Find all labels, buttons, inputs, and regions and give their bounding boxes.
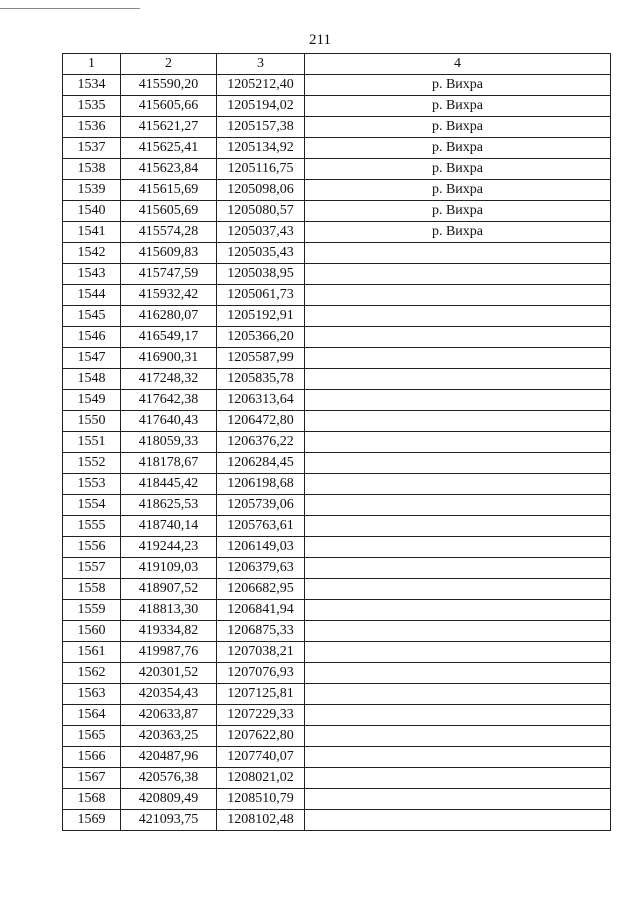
point-number-cell: 1551: [63, 432, 121, 453]
column-header-3: 3: [217, 54, 305, 75]
description-cell: [305, 579, 611, 600]
point-number-cell: 1546: [63, 327, 121, 348]
description-cell: [305, 243, 611, 264]
x-coordinate-cell: 418059,33: [121, 432, 217, 453]
point-number-cell: 1552: [63, 453, 121, 474]
table-header-row: [63, 54, 611, 75]
description-cell: [305, 432, 611, 453]
x-coordinate-cell: 421093,75: [121, 810, 217, 831]
table-row: [63, 642, 611, 663]
point-number-cell: 1540: [63, 201, 121, 222]
x-coordinate-cell: 420301,52: [121, 663, 217, 684]
x-coordinate-cell: 420487,96: [121, 747, 217, 768]
description-cell: р. Вихра: [305, 159, 611, 180]
y-coordinate-cell: 1207125,81: [217, 684, 305, 705]
point-number-cell: 1550: [63, 411, 121, 432]
table-row: [63, 222, 611, 243]
point-number-cell: 1538: [63, 159, 121, 180]
y-coordinate-cell: 1206376,22: [217, 432, 305, 453]
table-row: [63, 495, 611, 516]
y-coordinate-cell: 1206313,64: [217, 390, 305, 411]
point-number-cell: 1543: [63, 264, 121, 285]
y-coordinate-cell: 1208021,02: [217, 768, 305, 789]
point-number-cell: 1549: [63, 390, 121, 411]
x-coordinate-cell: 419244,23: [121, 537, 217, 558]
y-coordinate-cell: 1205366,20: [217, 327, 305, 348]
description-cell: [305, 348, 611, 369]
point-number-cell: 1542: [63, 243, 121, 264]
point-number-cell: 1568: [63, 789, 121, 810]
point-number-cell: 1562: [63, 663, 121, 684]
table-row: [63, 432, 611, 453]
y-coordinate-cell: 1205037,43: [217, 222, 305, 243]
point-number-cell: 1561: [63, 642, 121, 663]
description-cell: р. Вихра: [305, 96, 611, 117]
y-coordinate-cell: 1208102,48: [217, 810, 305, 831]
y-coordinate-cell: 1205157,38: [217, 117, 305, 138]
x-coordinate-cell: 418907,52: [121, 579, 217, 600]
column-header-1: 1: [63, 54, 121, 75]
point-number-cell: 1548: [63, 369, 121, 390]
x-coordinate-cell: 418740,14: [121, 516, 217, 537]
point-number-cell: 1569: [63, 810, 121, 831]
y-coordinate-cell: 1205038,95: [217, 264, 305, 285]
point-number-cell: 1567: [63, 768, 121, 789]
description-cell: [305, 558, 611, 579]
x-coordinate-cell: 417248,32: [121, 369, 217, 390]
description-cell: р. Вихра: [305, 117, 611, 138]
description-cell: [305, 600, 611, 621]
x-coordinate-cell: 417642,38: [121, 390, 217, 411]
column-header-2: 2: [121, 54, 217, 75]
description-cell: р. Вихра: [305, 201, 611, 222]
x-coordinate-cell: 415621,27: [121, 117, 217, 138]
y-coordinate-cell: 1205194,02: [217, 96, 305, 117]
y-coordinate-cell: 1207229,33: [217, 705, 305, 726]
table-row: [63, 810, 611, 831]
table-row: [63, 180, 611, 201]
table-row: [63, 285, 611, 306]
y-coordinate-cell: 1205763,61: [217, 516, 305, 537]
table-row: [63, 789, 611, 810]
table-row: [63, 411, 611, 432]
table-row: [63, 600, 611, 621]
point-number-cell: 1539: [63, 180, 121, 201]
x-coordinate-cell: 415615,69: [121, 180, 217, 201]
x-coordinate-cell: 420633,87: [121, 705, 217, 726]
description-cell: [305, 789, 611, 810]
description-cell: р. Вихра: [305, 138, 611, 159]
y-coordinate-cell: 1205835,78: [217, 369, 305, 390]
table-row: [63, 96, 611, 117]
point-number-cell: 1545: [63, 306, 121, 327]
point-number-cell: 1535: [63, 96, 121, 117]
description-cell: [305, 264, 611, 285]
column-header-4: 4: [305, 54, 611, 75]
x-coordinate-cell: 415605,69: [121, 201, 217, 222]
description-cell: р. Вихра: [305, 222, 611, 243]
description-cell: [305, 663, 611, 684]
point-number-cell: 1563: [63, 684, 121, 705]
point-number-cell: 1557: [63, 558, 121, 579]
description-cell: [305, 537, 611, 558]
x-coordinate-cell: 415625,41: [121, 138, 217, 159]
x-coordinate-cell: 415623,84: [121, 159, 217, 180]
description-cell: [305, 810, 611, 831]
y-coordinate-cell: 1205134,92: [217, 138, 305, 159]
table-row: [63, 558, 611, 579]
description-cell: р. Вихра: [305, 75, 611, 96]
y-coordinate-cell: 1205061,73: [217, 285, 305, 306]
point-number-cell: 1541: [63, 222, 121, 243]
x-coordinate-cell: 415590,20: [121, 75, 217, 96]
point-number-cell: 1537: [63, 138, 121, 159]
point-number-cell: 1558: [63, 579, 121, 600]
table-row: [63, 75, 611, 96]
table-row: [63, 705, 611, 726]
y-coordinate-cell: 1206875,33: [217, 621, 305, 642]
table-row: [63, 663, 611, 684]
table-row: [63, 516, 611, 537]
description-cell: [305, 369, 611, 390]
table-row: [63, 159, 611, 180]
y-coordinate-cell: 1207076,93: [217, 663, 305, 684]
description-cell: [305, 705, 611, 726]
y-coordinate-cell: 1206149,03: [217, 537, 305, 558]
x-coordinate-cell: 419987,76: [121, 642, 217, 663]
point-number-cell: 1544: [63, 285, 121, 306]
point-number-cell: 1555: [63, 516, 121, 537]
y-coordinate-cell: 1206472,80: [217, 411, 305, 432]
description-cell: [305, 642, 611, 663]
point-number-cell: 1566: [63, 747, 121, 768]
description-cell: [305, 768, 611, 789]
y-coordinate-cell: 1206841,94: [217, 600, 305, 621]
x-coordinate-cell: 418445,42: [121, 474, 217, 495]
description-cell: [305, 747, 611, 768]
table-row: [63, 453, 611, 474]
x-coordinate-cell: 419334,82: [121, 621, 217, 642]
description-cell: [305, 411, 611, 432]
point-number-cell: 1534: [63, 75, 121, 96]
y-coordinate-cell: 1206379,63: [217, 558, 305, 579]
x-coordinate-cell: 417640,43: [121, 411, 217, 432]
description-cell: р. Вихра: [305, 180, 611, 201]
y-coordinate-cell: 1206284,45: [217, 453, 305, 474]
x-coordinate-cell: 415932,42: [121, 285, 217, 306]
table-row: [63, 726, 611, 747]
description-cell: [305, 306, 611, 327]
table-row: [63, 747, 611, 768]
table-row: [63, 348, 611, 369]
point-number-cell: 1556: [63, 537, 121, 558]
x-coordinate-cell: 415609,83: [121, 243, 217, 264]
table-row: [63, 621, 611, 642]
y-coordinate-cell: 1208510,79: [217, 789, 305, 810]
x-coordinate-cell: 415574,28: [121, 222, 217, 243]
description-cell: [305, 516, 611, 537]
x-coordinate-cell: 420809,49: [121, 789, 217, 810]
x-coordinate-cell: 418178,67: [121, 453, 217, 474]
x-coordinate-cell: 419109,03: [121, 558, 217, 579]
y-coordinate-cell: 1207622,80: [217, 726, 305, 747]
y-coordinate-cell: 1205212,40: [217, 75, 305, 96]
description-cell: [305, 726, 611, 747]
y-coordinate-cell: 1205739,06: [217, 495, 305, 516]
table-row: [63, 306, 611, 327]
y-coordinate-cell: 1206682,95: [217, 579, 305, 600]
x-coordinate-cell: 415747,59: [121, 264, 217, 285]
description-cell: [305, 390, 611, 411]
table-row: [63, 579, 611, 600]
table-row: [63, 117, 611, 138]
description-cell: [305, 285, 611, 306]
x-coordinate-cell: 418813,30: [121, 600, 217, 621]
point-number-cell: 1553: [63, 474, 121, 495]
point-number-cell: 1536: [63, 117, 121, 138]
point-number-cell: 1559: [63, 600, 121, 621]
x-coordinate-cell: 420576,38: [121, 768, 217, 789]
x-coordinate-cell: 416900,31: [121, 348, 217, 369]
point-number-cell: 1560: [63, 621, 121, 642]
y-coordinate-cell: 1205116,75: [217, 159, 305, 180]
table-row: [63, 264, 611, 285]
description-cell: [305, 621, 611, 642]
table-body: [63, 75, 611, 831]
description-cell: [305, 453, 611, 474]
y-coordinate-cell: 1207740,07: [217, 747, 305, 768]
x-coordinate-cell: 418625,53: [121, 495, 217, 516]
table-row: [63, 474, 611, 495]
table-row: [63, 684, 611, 705]
table-row: [63, 243, 611, 264]
table-row: [63, 369, 611, 390]
table-row: [63, 138, 611, 159]
x-coordinate-cell: 416280,07: [121, 306, 217, 327]
description-cell: [305, 684, 611, 705]
description-cell: [305, 495, 611, 516]
y-coordinate-cell: 1205098,06: [217, 180, 305, 201]
x-coordinate-cell: 420363,25: [121, 726, 217, 747]
point-number-cell: 1564: [63, 705, 121, 726]
scan-artifact-line: [0, 8, 140, 9]
table-row: [63, 201, 611, 222]
table-row: [63, 768, 611, 789]
y-coordinate-cell: 1205192,91: [217, 306, 305, 327]
y-coordinate-cell: 1205587,99: [217, 348, 305, 369]
point-number-cell: 1565: [63, 726, 121, 747]
x-coordinate-cell: 415605,66: [121, 96, 217, 117]
description-cell: [305, 327, 611, 348]
y-coordinate-cell: 1207038,21: [217, 642, 305, 663]
point-number-cell: 1554: [63, 495, 121, 516]
table-row: [63, 390, 611, 411]
description-cell: [305, 474, 611, 495]
x-coordinate-cell: 420354,43: [121, 684, 217, 705]
page-number: 211: [309, 32, 331, 48]
y-coordinate-cell: 1206198,68: [217, 474, 305, 495]
table-row: [63, 537, 611, 558]
x-coordinate-cell: 416549,17: [121, 327, 217, 348]
y-coordinate-cell: 1205035,43: [217, 243, 305, 264]
table-row: [63, 327, 611, 348]
y-coordinate-cell: 1205080,57: [217, 201, 305, 222]
coordinates-table: [62, 53, 611, 831]
point-number-cell: 1547: [63, 348, 121, 369]
